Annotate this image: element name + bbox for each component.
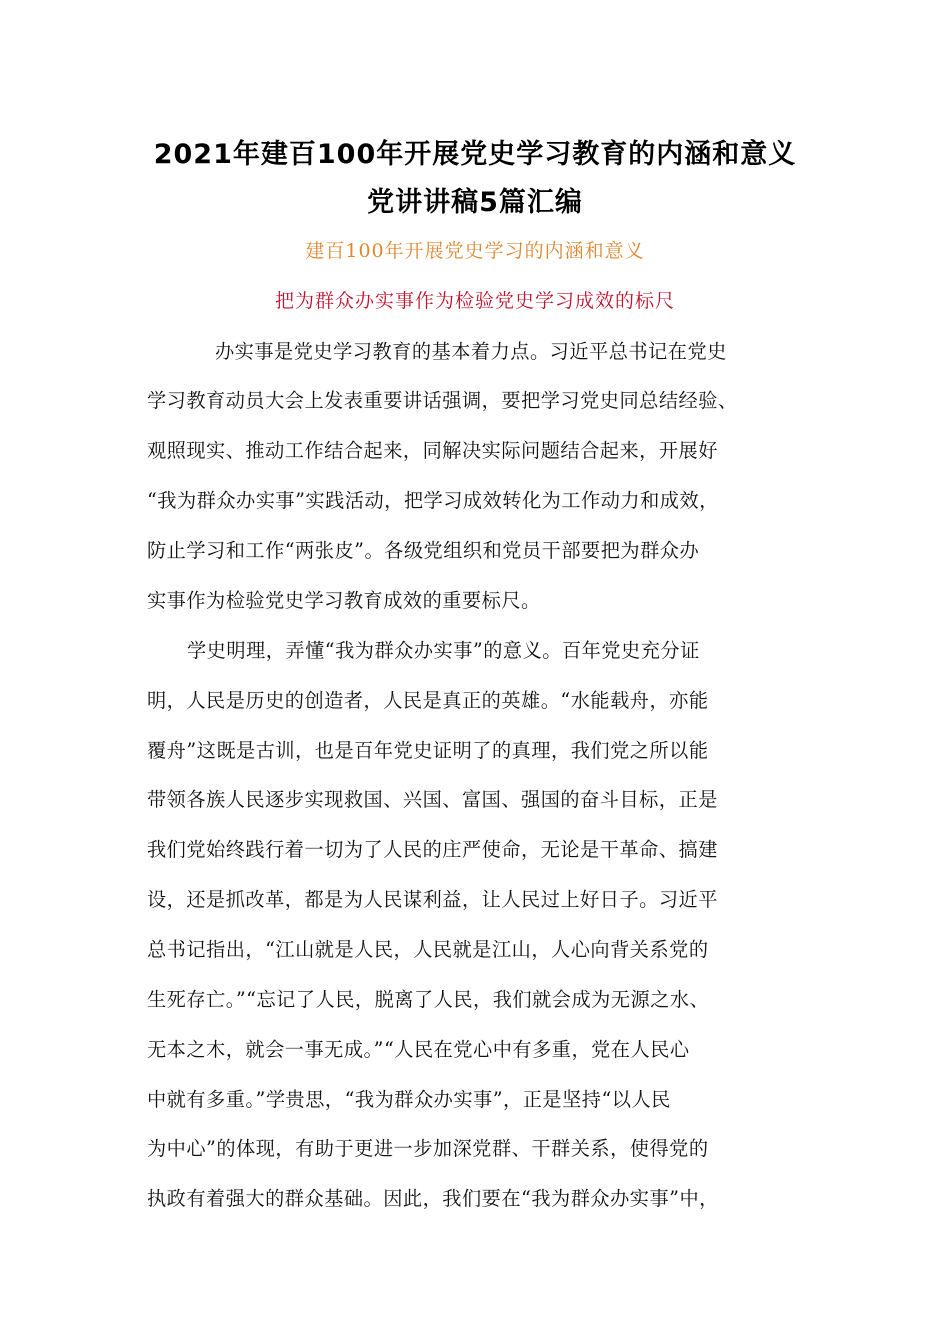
paragraph-1-line-2: 学习教育动员大会上发表重要讲话强调，要把学习党史同总结经验、 (147, 389, 738, 412)
paragraph-2-line-7: 总书记指出，“江山就是人民，人民就是江山，人心向背关系党的 (147, 938, 709, 961)
paragraph-2-line-12: 执政有着强大的群众基础。因此，我们要在“我为群众办实事”中， (147, 1187, 719, 1210)
paragraph-1-line-5: 防止学习和工作“两张皮”。各级党组织和党员干部要把为群众办 (147, 539, 700, 562)
document-title-line-2: 党讲讲稿5篇汇编 (367, 187, 583, 218)
paragraph-1-line-4: “我为群众办实事”实践活动，把学习成效转化为工作动力和成效， (147, 489, 719, 512)
paragraph-2-line-1: 学史明理，弄懂“我为群众办实事”的意义。百年党史充分证 (187, 639, 700, 662)
paragraph-2-line-11: 为中心”的体现，有助于更进一步加深党群、干群关系，使得党的 (147, 1137, 709, 1160)
paragraph-2-line-8: 生死存亡。”“忘记了人民，脱离了人民，我们就会成为无源之水、 (147, 988, 710, 1011)
paragraph-2-line-6: 设，还是抓改革，都是为人民谋利益，让人民过上好日子。习近平 (147, 888, 718, 911)
paragraph-2-line-2: 明，人民是历史的创造者，人民是真正的英雄。“水能载舟，亦能 (147, 689, 709, 712)
paragraph-1-line-3: 观照现实、推动工作结合起来，同解决实际问题结合起来，开展好 (147, 439, 718, 462)
paragraph-2-line-10: 中就有多重。”学贵思，“我为群众办实事”，正是坚持“以人民 (147, 1088, 671, 1111)
document-title-line-1: 2021年建百100年开展党史学习教育的内涵和意义 (153, 139, 797, 170)
paragraph-1-line-6: 实事作为检验党史学习教育成效的重要标尺。 (147, 589, 541, 612)
paragraph-2-line-5: 我们党始终践行着一切为了人民的庄严使命，无论是干革命、搞建 (147, 838, 718, 861)
section-heading: 建百100年开展党史学习的内涵和意义 (305, 240, 645, 262)
paragraph-2-line-4: 带领各族人民逐步实现救国、兴国、富国、强国的奋斗目标，正是 (147, 788, 718, 811)
paragraph-2-line-3: 覆舟”这既是古训，也是百年党史证明了的真理，我们党之所以能 (147, 739, 709, 762)
article-heading: 把为群众办实事作为检验党史学习成效的标尺 (274, 290, 675, 312)
paragraph-2-line-9: 无本之木，就会一事无成。”“人民在党心中有多重，党在人民心 (147, 1038, 690, 1061)
paragraph-1-line-1: 办实事是党史学习教育的基本着力点。习近平总书记在党史 (215, 340, 727, 363)
